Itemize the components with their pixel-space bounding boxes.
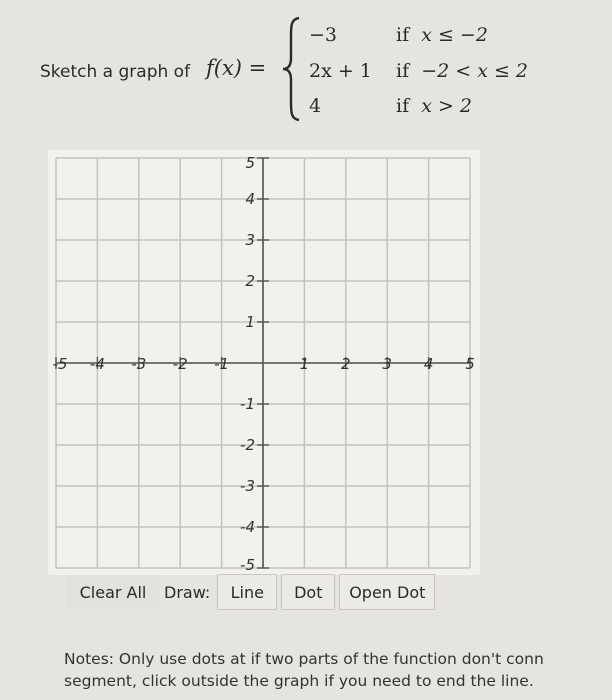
x-tick-label: 5 <box>465 355 475 373</box>
draw-label: Draw: <box>164 582 211 602</box>
x-tick-label: -1 <box>214 355 230 373</box>
prompt-text: Sketch a graph of <box>40 62 191 82</box>
notes-line-1: Notes: Only use dots at if two parts of the function don't conn <box>64 650 544 668</box>
case-2-condition <box>396 60 528 82</box>
case-1-expression: −3 <box>309 24 338 46</box>
case-1-cond-text: x ≤ −2 <box>421 24 488 46</box>
y-tick-label: -2 <box>240 436 255 454</box>
notes-text <box>64 648 612 692</box>
case-2-if: if <box>396 60 410 82</box>
case-3-expression: 4 <box>309 95 322 117</box>
drawing-toolbar <box>66 574 452 610</box>
y-tick-label: 1 <box>245 313 255 331</box>
y-tick-label: -3 <box>240 477 255 495</box>
y-tick-label: 4 <box>245 190 255 208</box>
graph-area[interactable] <box>48 150 480 575</box>
case-1-condition <box>396 24 488 46</box>
y-tick-label: 5 <box>245 154 255 172</box>
function-name: f(x) = <box>206 56 267 80</box>
y-tick-label: -4 <box>240 518 255 536</box>
notes-line-2: segment, click outside the graph if you need to end the line. <box>64 672 534 690</box>
x-tick-label: 4 <box>423 355 434 373</box>
y-tick-label: 2 <box>245 272 255 290</box>
x-tick-label: -2 <box>172 355 188 373</box>
case-2-cond-text: −2 < x ≤ 2 <box>421 60 529 82</box>
piecewise-brace <box>281 14 303 124</box>
case-3-if: if <box>396 95 410 117</box>
x-tick-label: -4 <box>89 355 105 373</box>
case-3-condition <box>396 95 472 117</box>
x-tick-label: 2 <box>341 355 351 373</box>
x-tick-label: 1 <box>299 355 310 373</box>
open-dot-tool-button[interactable]: Open Dot <box>339 574 435 610</box>
y-tick-label: 3 <box>245 231 255 249</box>
y-tick-label: -1 <box>240 395 255 413</box>
x-tick-label: 3 <box>382 355 392 373</box>
dot-tool-button[interactable]: Dot <box>281 574 335 610</box>
line-tool-button[interactable]: Line <box>217 574 277 610</box>
x-tick-label: -3 <box>131 355 147 373</box>
y-tick-label: -5 <box>240 556 255 574</box>
case-3-cond-text: x > 2 <box>421 95 473 117</box>
case-2-expression: 2x + 1 <box>309 60 372 82</box>
clear-all-button[interactable]: Clear All <box>66 575 160 609</box>
x-tick-label: -5 <box>52 355 68 373</box>
case-1-if: if <box>396 24 410 46</box>
coordinate-grid[interactable] <box>48 150 480 575</box>
